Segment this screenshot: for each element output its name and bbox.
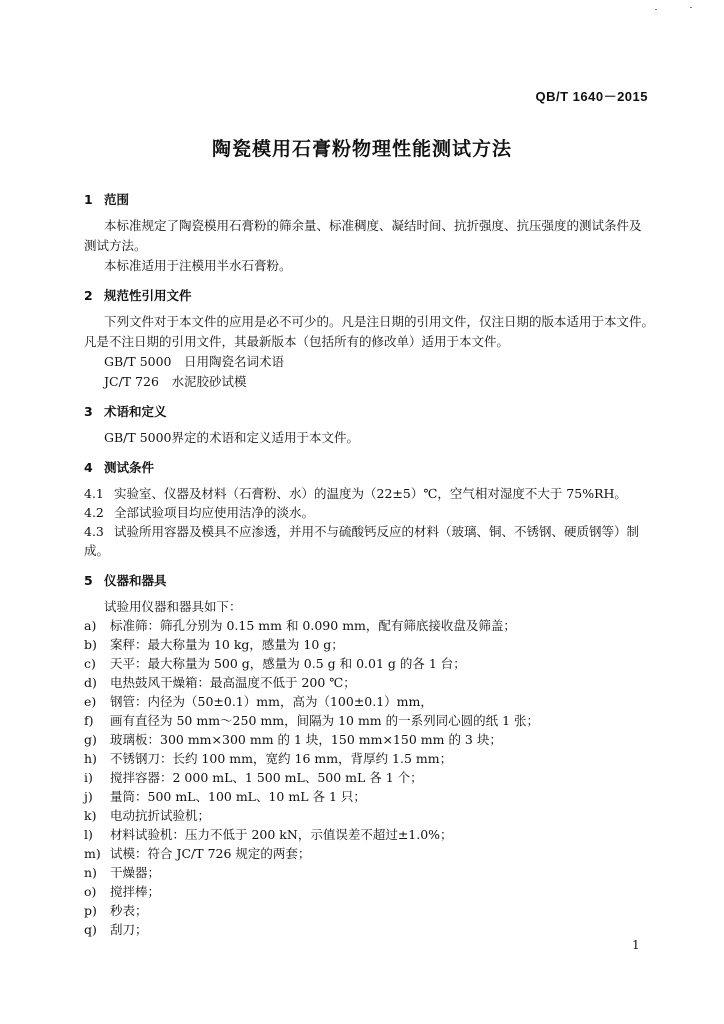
section-5-heading (84, 571, 167, 589)
list-text: 搅拌容器：2 000 mL、1 500 mL、500 mL 各 1 个； (110, 770, 423, 785)
list-label: n) (84, 865, 97, 880)
clause-4-2 (84, 503, 314, 521)
clause-text: 试验所用容器及模具不应渗透，并用不与硫酸钙反应的材料（玻璃、铜、不锈钢、硬质钢等）制 (114, 524, 640, 539)
section-4-heading (84, 458, 154, 476)
list-text: 画有直径为 50 mm～250 mm，间隔为 10 mm 的一系列同心圆的纸 1 张； (110, 713, 540, 728)
list-item (84, 787, 366, 805)
list-text: 电动抗折试验机； (110, 808, 211, 823)
paragraph-line: 下列文件对于本文件的应用是必不可少的。凡是注日期的引用文件，仅注日期的版本适用于本文件。 (104, 314, 655, 329)
section-number: 3 (84, 404, 93, 419)
list-item (84, 768, 423, 786)
paragraph-line: 本标准规定了陶瓷模用石膏粉的筛余量、标准稠度、凝结时间、抗折强度、抗压强度的测试条件及 (104, 218, 642, 233)
list-text: 天平：最大称量为 500 g，感量为 0.5 g 和 0.01 g 的各 1 台； (110, 656, 466, 671)
section-title: 仪器和器具 (104, 573, 167, 588)
clause-number: 4.1 (84, 486, 104, 501)
section-title: 规范性引用文件 (104, 288, 192, 303)
list-text: 案秤：最大称量为 10 kg，感量为 10 g； (110, 637, 344, 652)
list-text: 搅拌棒； (110, 884, 161, 899)
list-text: 材料试验机：压力不低于 200 kN，示值误差不超过±1.0%； (110, 827, 453, 842)
list-label: c) (84, 656, 96, 671)
list-item (84, 806, 210, 824)
list-item (84, 882, 160, 900)
list-item (84, 730, 502, 748)
list-label: k) (84, 808, 97, 823)
clause-number: 4.2 (84, 505, 104, 520)
paragraph-line: GB/T 5000界定的术语和定义适用于本文件。 (104, 430, 360, 445)
list-label: d) (84, 675, 97, 690)
list-text: 电热鼓风干燥箱：最高温度不低于 200 ℃； (110, 675, 356, 690)
section-number: 4 (84, 460, 93, 475)
list-item (84, 654, 466, 672)
list-label: g) (84, 732, 97, 747)
clause-text: 实验室、仪器及材料（石膏粉、水）的温度为（22±5）℃，空气相对湿度不大于 75%RH。 (114, 486, 627, 501)
list-label: f) (84, 713, 94, 728)
list-text: 干燥器； (110, 865, 161, 880)
list-item (84, 711, 539, 729)
list-item (84, 616, 516, 634)
list-item (84, 863, 160, 881)
list-intro: 试验用仪器和器具如下： (104, 599, 242, 614)
page-title: 陶瓷模用石膏粉物理性能测试方法 (211, 138, 512, 160)
section-number: 2 (84, 288, 93, 303)
list-item (84, 825, 453, 843)
list-label: i) (84, 770, 93, 785)
section-1-heading (84, 190, 129, 208)
reference-line: GB/T 5000 日用陶瓷名词术语 (104, 354, 285, 369)
list-label: e) (84, 694, 97, 709)
scan-speck (655, 9, 657, 10)
clause-continuation: 成。 (84, 543, 110, 558)
clause-number: 4.3 (84, 524, 104, 539)
clause-4-1 (84, 484, 627, 502)
list-text: 秒表； (110, 903, 148, 918)
paragraph-line: 本标准适用于注模用半水石膏粉。 (104, 258, 292, 273)
list-label: q) (84, 922, 97, 937)
standard-code: QB/T 1640－2015 (535, 89, 648, 104)
page-number: 1 (632, 938, 640, 952)
list-label: m) (84, 846, 101, 861)
list-text: 玻璃板：300 mm×300 mm 的 1 块，150 mm×150 mm 的 3 块； (110, 732, 502, 747)
list-label: l) (84, 827, 93, 842)
list-label: p) (84, 903, 97, 918)
reference-line: JC/T 726 水泥胶砂试模 (104, 374, 247, 389)
list-text: 钢管：内径为（50±0.1）mm，高为（100±0.1）mm， (110, 694, 433, 709)
list-text: 量筒：500 mL、100 mL、10 mL 各 1 只； (110, 789, 366, 804)
list-item (84, 920, 148, 938)
list-label: a) (84, 618, 97, 633)
list-label: h) (84, 751, 97, 766)
section-title: 术语和定义 (104, 404, 167, 419)
list-item (84, 673, 356, 691)
list-item (84, 901, 148, 919)
list-label: o) (84, 884, 97, 899)
list-text: 刮刀； (110, 922, 148, 937)
list-item (84, 749, 452, 767)
list-item (84, 692, 433, 710)
section-3-heading (84, 402, 167, 420)
section-title: 测试条件 (104, 460, 155, 475)
section-number: 1 (84, 192, 93, 207)
list-label: b) (84, 637, 97, 652)
paragraph-line: 凡是不注日期的引用文件，其最新版本（包括所有的修改单）适用于本文件。 (84, 334, 510, 349)
section-2-heading (84, 286, 192, 304)
scan-speck (690, 7, 692, 8)
list-text: 试模：符合 JC/T 726 规定的两套； (110, 846, 311, 861)
list-item (84, 635, 344, 653)
list-text: 标准筛：筛孔分别为 0.15 mm 和 0.090 mm，配有筛底接收盘及筛盖； (110, 618, 516, 633)
section-number: 5 (84, 573, 93, 588)
list-item (84, 844, 310, 862)
clause-text: 全部试验项目均应使用洁净的淡水。 (114, 505, 315, 520)
list-text: 不锈钢刀：长约 100 mm，宽约 16 mm，背厚约 1.5 mm； (110, 751, 453, 766)
paragraph-line: 测试方法。 (84, 238, 147, 253)
list-label: j) (84, 789, 93, 804)
clause-4-3 (84, 522, 639, 540)
section-title: 范围 (104, 192, 130, 207)
